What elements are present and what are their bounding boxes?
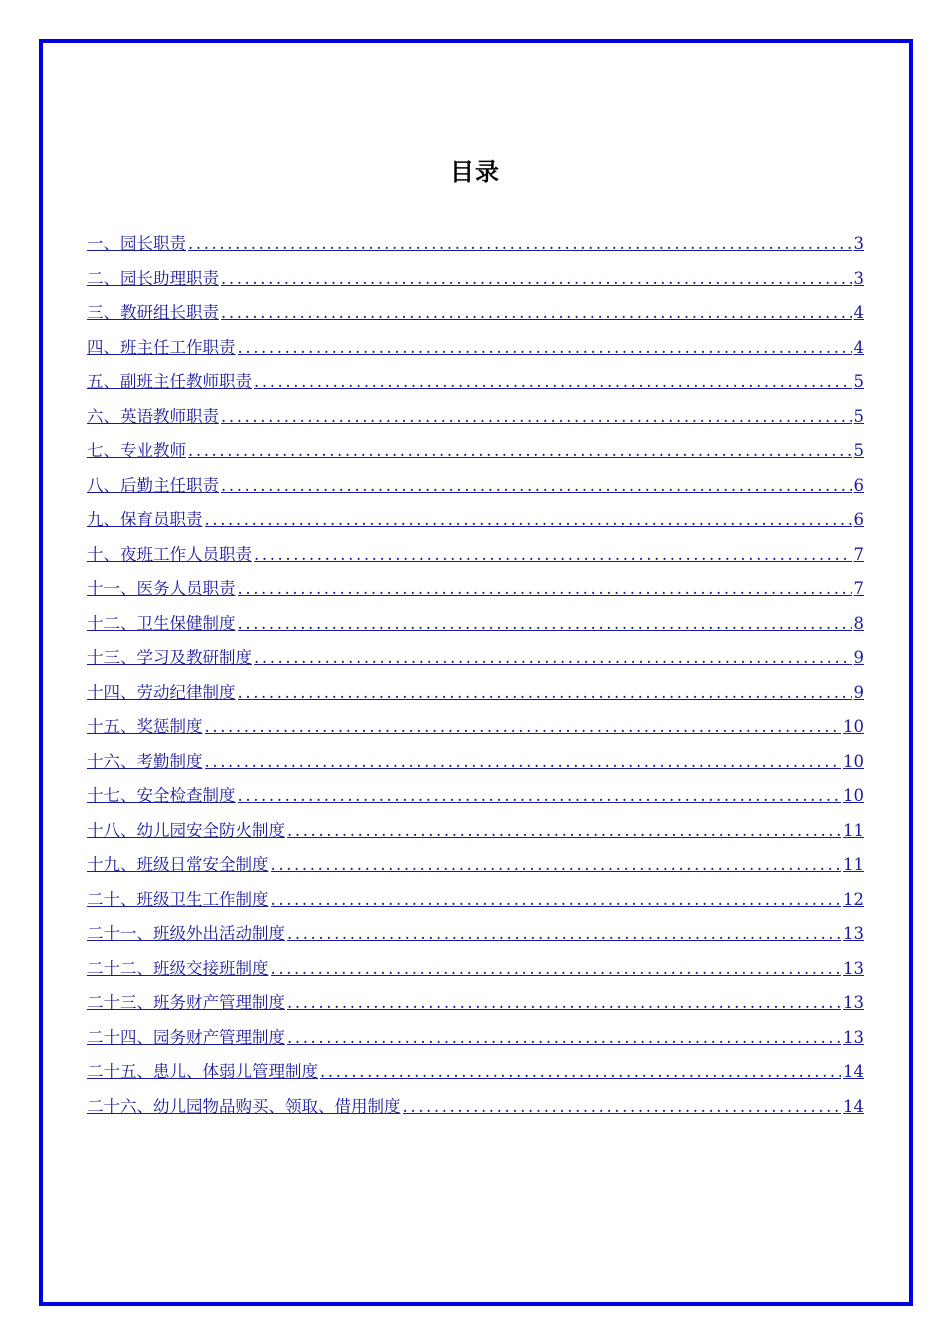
toc-dot-leader	[254, 648, 852, 667]
toc-entry[interactable]	[87, 782, 864, 817]
toc-entry[interactable]	[87, 886, 864, 921]
toc-entry-label: 二十三、班务财产管理制度	[87, 993, 285, 1012]
page-title: 目录	[450, 158, 500, 186]
toc-entry-label: 三、教研组长职责	[87, 303, 219, 322]
toc-dot-leader	[287, 993, 841, 1012]
toc-entry-page-number: 14	[843, 1096, 864, 1116]
toc-dot-leader	[238, 786, 842, 805]
toc-entry-label: 五、副班主任教师职责	[87, 372, 252, 391]
toc-entry-label: 十五、奖惩制度	[87, 717, 203, 736]
toc-dot-leader	[221, 303, 852, 322]
toc-entry[interactable]	[87, 679, 864, 714]
toc-entry-label: 十四、劳动纪律制度	[87, 682, 236, 702]
toc-dot-leader	[221, 476, 852, 495]
toc-entry-page-number: 10	[843, 786, 864, 805]
toc-entry[interactable]	[87, 1024, 864, 1059]
toc-entry-page-number: 13	[843, 958, 864, 978]
toc-entry-label: 二十六、幼儿园物品购买、领取、借用制度	[87, 1096, 401, 1116]
toc-entry-label: 十一、医务人员职责	[87, 579, 236, 598]
toc-entry-page-number: 3	[853, 234, 864, 253]
toc-entry[interactable]	[87, 989, 864, 1024]
toc-dot-leader	[221, 407, 852, 426]
toc-entry-label: 二十二、班级交接班制度	[87, 958, 269, 978]
toc-entry-page-number: 13	[843, 1027, 864, 1047]
toc-entry-page-number: 5	[853, 406, 864, 426]
toc-entry-label: 十八、幼儿园安全防火制度	[87, 820, 285, 840]
toc-entry[interactable]	[87, 920, 864, 955]
toc-dot-leader	[403, 1097, 842, 1116]
toc-dot-leader	[254, 545, 852, 564]
toc-entry[interactable]	[87, 575, 864, 610]
toc-entry-label: 八、后勤主任职责	[87, 475, 219, 495]
toc-dot-leader	[238, 614, 852, 633]
toc-entry-page-number: 5	[853, 441, 864, 460]
toc-entry[interactable]	[87, 955, 864, 990]
toc-entry[interactable]	[87, 644, 864, 679]
toc-entry-page-number: 10	[843, 717, 864, 736]
toc-entry-label: 七、专业教师	[87, 441, 186, 460]
toc-entry-page-number: 7	[853, 544, 864, 564]
toc-entry[interactable]	[87, 713, 864, 748]
toc-entry[interactable]	[87, 1093, 864, 1128]
toc-entry-label: 十、夜班工作人员职责	[87, 544, 252, 564]
toc-entry[interactable]	[87, 1058, 864, 1093]
toc-dot-leader	[238, 338, 852, 357]
toc-dot-leader	[238, 579, 852, 598]
toc-dot-leader	[205, 510, 852, 529]
toc-entry-page-number: 8	[853, 613, 864, 633]
toc-entry[interactable]	[87, 472, 864, 507]
toc-entry-label: 二十一、班级外出活动制度	[87, 924, 285, 943]
toc-entry-page-number: 5	[853, 372, 864, 391]
toc-entry-page-number: 7	[853, 579, 864, 598]
toc-entry-label: 二十五、患儿、体弱儿管理制度	[87, 1062, 318, 1081]
toc-entry-label: 二十、班级卫生工作制度	[87, 889, 269, 909]
toc-dot-leader	[271, 855, 842, 874]
toc-entry[interactable]	[87, 610, 864, 645]
toc-dot-leader	[320, 1062, 841, 1081]
toc-dot-leader	[287, 1028, 841, 1047]
toc-entry-page-number: 11	[843, 855, 864, 874]
toc-entry-label: 十六、考勤制度	[87, 751, 203, 771]
toc-entry-page-number: 3	[853, 268, 864, 288]
toc-entry-page-number: 6	[853, 510, 864, 529]
toc-entry[interactable]	[87, 817, 864, 852]
toc-entry-label: 十三、学习及教研制度	[87, 648, 252, 667]
toc-entry-label: 十二、卫生保健制度	[87, 613, 236, 633]
toc-entry-page-number: 4	[853, 337, 864, 357]
toc-entry-page-number: 9	[853, 648, 864, 667]
toc-entry[interactable]	[87, 748, 864, 783]
toc-entry-page-number: 13	[843, 924, 864, 943]
toc-entry[interactable]	[87, 230, 864, 265]
toc-dot-leader	[188, 441, 852, 460]
toc-entry-page-number: 4	[853, 303, 864, 322]
toc-dot-leader	[205, 752, 842, 771]
toc-entry[interactable]	[87, 334, 864, 369]
toc-dot-leader	[271, 959, 842, 978]
toc-entry[interactable]	[87, 541, 864, 576]
toc-entry-page-number: 6	[853, 475, 864, 495]
toc-entry[interactable]	[87, 403, 864, 438]
toc-entry-page-number: 11	[843, 820, 864, 840]
toc-entry-label: 二、园长助理职责	[87, 268, 219, 288]
toc-dot-leader	[271, 890, 842, 909]
toc-entry[interactable]	[87, 265, 864, 300]
toc-entry-label: 十九、班级日常安全制度	[87, 855, 269, 874]
toc-entry-label: 十七、安全检查制度	[87, 786, 236, 805]
toc-entry-label: 一、园长职责	[87, 234, 186, 253]
toc-entry-label: 六、英语教师职责	[87, 406, 219, 426]
toc-entry-label: 四、班主任工作职责	[87, 337, 236, 357]
toc-entry-page-number: 9	[853, 682, 864, 702]
toc-dot-leader	[221, 269, 852, 288]
toc-entry-label: 二十四、园务财产管理制度	[87, 1027, 285, 1047]
toc-dot-leader	[205, 717, 842, 736]
toc-entry[interactable]	[87, 368, 864, 403]
toc-entry-page-number: 10	[843, 751, 864, 771]
toc-entry-page-number: 14	[843, 1062, 864, 1081]
toc-dot-leader	[287, 924, 841, 943]
toc-dot-leader	[287, 821, 841, 840]
toc-dot-leader	[254, 372, 852, 391]
toc-entry[interactable]	[87, 299, 864, 334]
toc-entry-page-number: 12	[843, 889, 864, 909]
toc-entry[interactable]	[87, 506, 864, 541]
toc-dot-leader	[188, 234, 852, 253]
toc-entry[interactable]	[87, 437, 864, 472]
toc-entry-page-number: 13	[843, 993, 864, 1012]
toc-entry-label: 九、保育员职责	[87, 510, 203, 529]
toc-entry[interactable]	[87, 851, 864, 886]
toc-dot-leader	[238, 683, 852, 702]
table-of-contents	[87, 230, 864, 1127]
